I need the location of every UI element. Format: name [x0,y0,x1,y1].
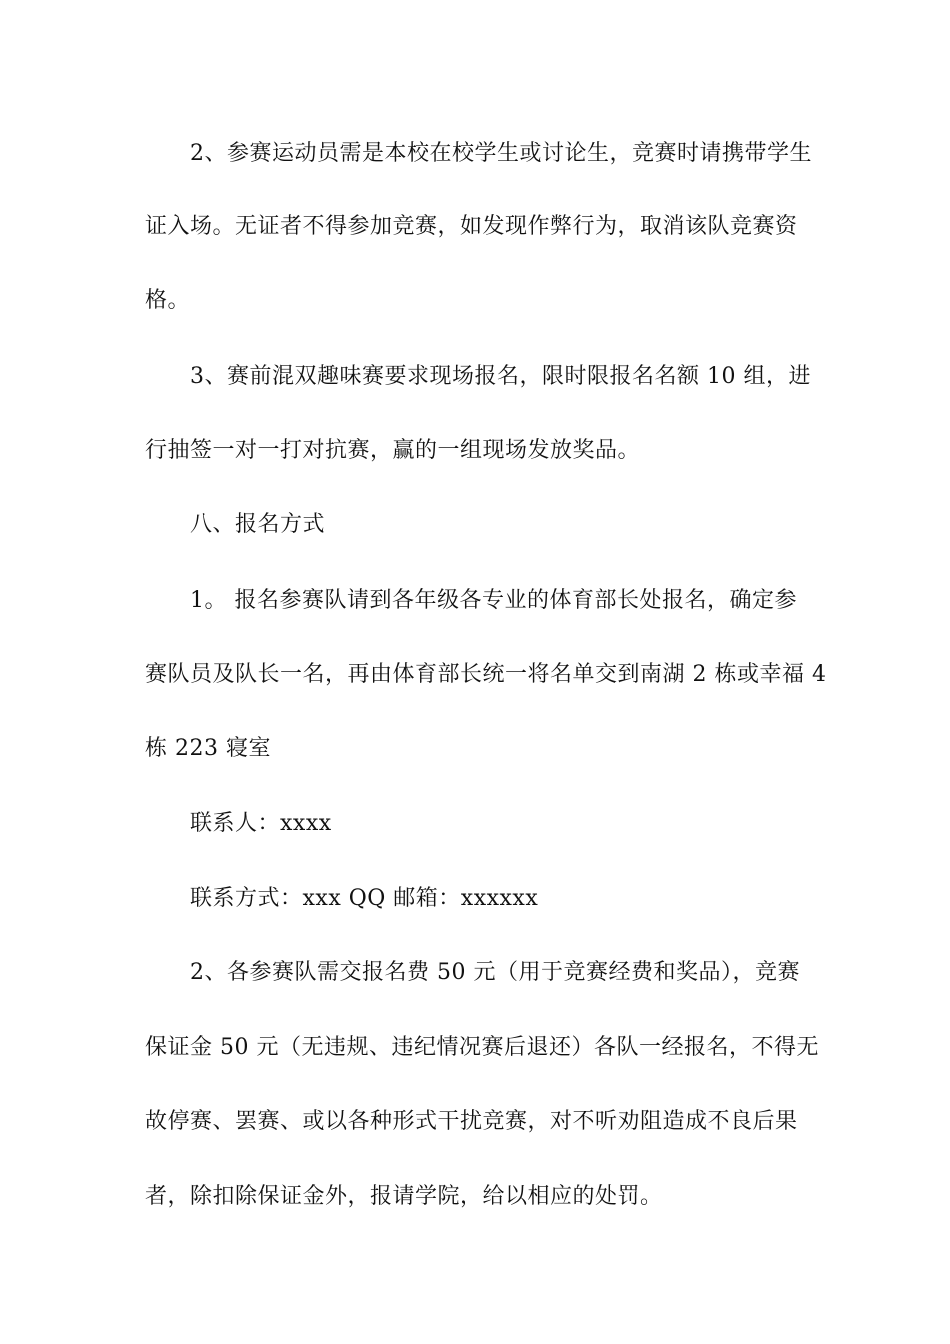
rule-2-line-2: 证入场。无证者不得参加竞赛，如发现作弊行为，取消该队竞赛资 [145,214,798,239]
rule-3-line-1: 3、赛前混双趣味赛要求现场报名，限时限报名名额 10 组，进 [190,364,811,389]
rule-2-line-3: 格。 [145,288,191,313]
registration-1-line-3: 栋 223 寝室 [145,736,271,761]
registration-1-line-1: 1。 报名参赛队请到各年级各专业的体育部长处报名，确定参 [190,588,797,613]
contact-person: 联系人：xxxx [190,811,332,836]
registration-2-line-2: 保证金 50 元（无违规、违纪情况赛后退还）各队一经报名，不得无 [145,1035,819,1060]
rule-3-line-2: 行抽签一对一打对抗赛，赢的一组现场发放奖品。 [145,438,641,463]
registration-2-line-1: 2、各参赛队需交报名费 50 元（用于竞赛经费和奖品），竞赛 [190,960,800,985]
section-heading-registration: 八、报名方式 [190,512,326,537]
registration-2-line-4: 者，除扣除保证金外，报请学院，给以相应的处罚。 [145,1184,663,1209]
rule-2-line-1: 2、参赛运动员需是本校在校学生或讨论生，竞赛时请携带学生 [190,141,812,166]
registration-2-line-3: 故停赛、罢赛、或以各种形式干扰竞赛，对不听劝阻造成不良后果 [145,1109,798,1134]
contact-method: 联系方式：xxx QQ 邮箱：xxxxxx [190,886,539,911]
registration-1-line-2: 赛队员及队长一名，再由体育部长统一将名单交到南湖 2 栋或幸福 4 [145,662,827,687]
